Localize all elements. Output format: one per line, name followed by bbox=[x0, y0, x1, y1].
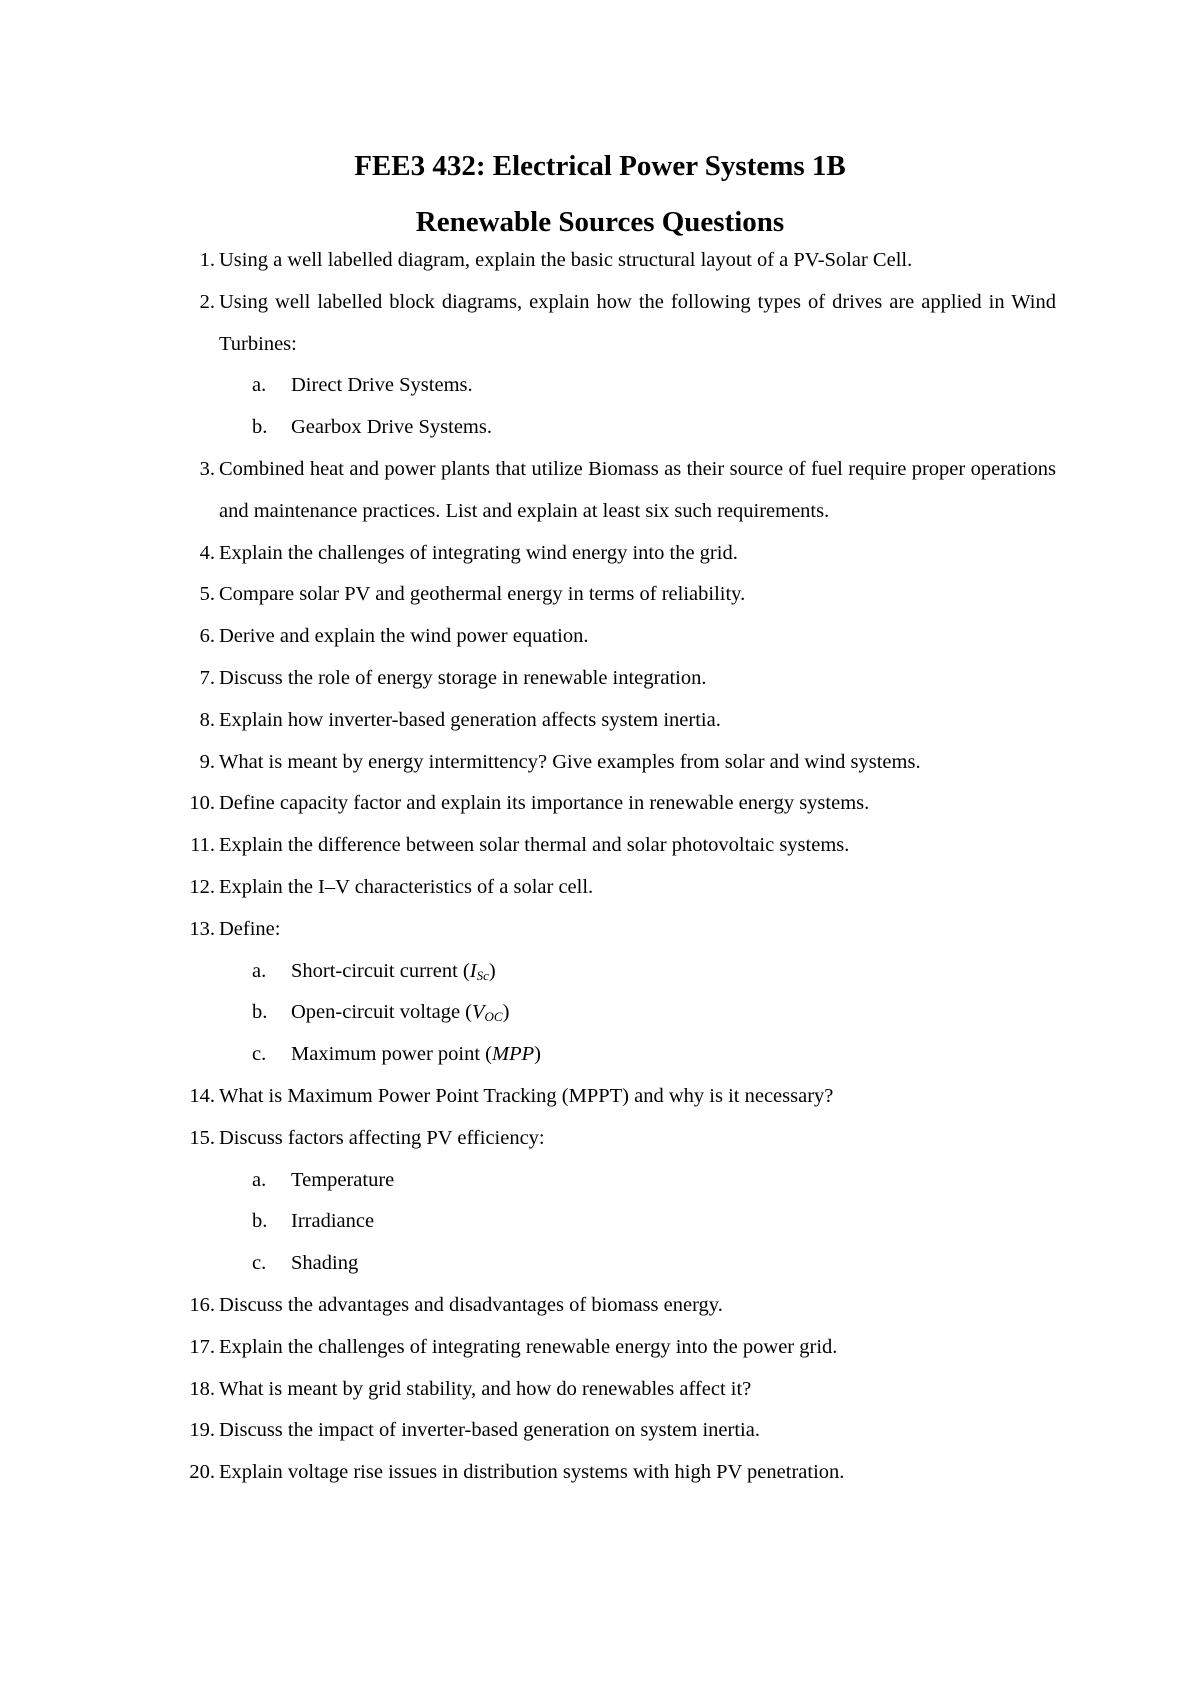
question-number: 5. bbox=[199, 583, 215, 606]
sub-question-letter: a. bbox=[252, 959, 267, 982]
question-text: Discuss the role of energy storage in renewable integration. bbox=[219, 666, 707, 689]
question-text: Define capacity factor and explain its importance in renewable energy systems. bbox=[219, 792, 870, 815]
question-number: 13. bbox=[189, 917, 215, 940]
question-item bbox=[0, 658, 1200, 700]
sub-question-text: Gearbox Drive Systems. bbox=[291, 416, 492, 439]
math-symbol: MPP bbox=[492, 1043, 535, 1066]
question-text: Discuss factors affecting PV efficiency: bbox=[219, 1126, 545, 1149]
math-symbol-base: V bbox=[472, 1001, 485, 1024]
sub-question-list bbox=[0, 1160, 1200, 1285]
question-item bbox=[0, 240, 1200, 282]
question-number: 1. bbox=[199, 249, 215, 271]
sub-question-list bbox=[0, 951, 1200, 1076]
question-number: 12. bbox=[189, 875, 215, 898]
question-item bbox=[0, 783, 1200, 825]
question-number: 15. bbox=[189, 1126, 215, 1149]
question-item bbox=[0, 700, 1200, 742]
sub-question-label: Open-circuit voltage ( bbox=[291, 1001, 473, 1024]
sub-question-letter: a. bbox=[252, 1168, 267, 1191]
closing-paren: ) bbox=[488, 959, 496, 982]
sub-question-item bbox=[0, 407, 1200, 449]
sub-question-label: Short-circuit current ( bbox=[291, 959, 470, 982]
sub-question-item bbox=[0, 1201, 1200, 1243]
question-text: Explain how inverter-based generation affects system inertia. bbox=[219, 708, 721, 731]
question-item bbox=[0, 533, 1200, 575]
question-number: 10. bbox=[189, 792, 215, 815]
sub-question-letter: c. bbox=[252, 1252, 267, 1275]
sub-question-item bbox=[0, 951, 1200, 993]
math-symbol-subscript: Sc bbox=[476, 967, 489, 983]
question-text: Explain the I–V characteristics of a solar cell. bbox=[219, 875, 594, 898]
sub-question-letter: c. bbox=[252, 1043, 267, 1066]
sub-question-text: Temperature bbox=[291, 1168, 395, 1191]
sub-question-item bbox=[0, 1243, 1200, 1285]
course-title: FEE3 432: Electrical Power Systems 1B bbox=[354, 150, 846, 182]
question-item bbox=[0, 1369, 1200, 1411]
math-symbol-subscript: OC bbox=[484, 1009, 503, 1025]
sub-question-item bbox=[0, 365, 1200, 407]
sub-question-text: Shading bbox=[291, 1252, 359, 1275]
question-number: 2. bbox=[199, 290, 215, 313]
question-item bbox=[0, 449, 1200, 533]
question-text: Discuss the advantages and disadvantages of biomass energy. bbox=[219, 1293, 723, 1316]
question-item bbox=[0, 742, 1200, 784]
question-number: 3. bbox=[199, 457, 215, 480]
question-item bbox=[0, 825, 1200, 867]
sub-question-item bbox=[0, 1160, 1200, 1202]
question-text: Discuss the impact of inverter-based generation on system inertia. bbox=[219, 1419, 760, 1442]
math-symbol bbox=[470, 960, 489, 982]
question-item bbox=[0, 1452, 1200, 1494]
question-number: 17. bbox=[189, 1335, 215, 1358]
question-item bbox=[0, 1410, 1200, 1452]
question-text: Explain the challenges of integrating renewable energy into the power grid. bbox=[219, 1335, 838, 1358]
question-number: 9. bbox=[199, 750, 215, 773]
question-text: Explain the difference between solar thermal and solar photovoltaic systems. bbox=[219, 834, 850, 857]
question-text: Using a well labelled diagram, explain the basic structural layout of a PV-Solar Cell. bbox=[219, 249, 913, 271]
question-text: Compare solar PV and geothermal energy in terms of reliability. bbox=[219, 583, 746, 606]
question-text: What is meant by energy intermittency? Give examples from solar and wind systems. bbox=[219, 750, 921, 773]
question-item bbox=[0, 1118, 1200, 1285]
question-text: What is Maximum Power Point Tracking (MPPT) and why is it necessary? bbox=[219, 1084, 834, 1107]
question-text: Explain the challenges of integrating wind energy into the grid. bbox=[219, 541, 738, 564]
question-number: 6. bbox=[199, 625, 215, 648]
question-number: 4. bbox=[199, 541, 215, 564]
sub-question-letter: a. bbox=[252, 374, 267, 397]
question-number: 11. bbox=[190, 834, 215, 857]
question-number: 14. bbox=[189, 1084, 215, 1107]
math-symbol-base: I bbox=[469, 959, 477, 982]
question-item bbox=[0, 909, 1200, 1076]
question-item bbox=[0, 1327, 1200, 1369]
question-text: Using well labelled block diagrams, explain how the following types of drives are applied in Wind Turbines: bbox=[219, 290, 1056, 355]
question-item bbox=[0, 1285, 1200, 1327]
question-number: 20. bbox=[189, 1461, 215, 1484]
question-number: 18. bbox=[189, 1377, 215, 1400]
document-subtitle: Renewable Sources Questions bbox=[415, 206, 785, 238]
sub-question-item bbox=[0, 1034, 1200, 1076]
closing-paren: ) bbox=[534, 1043, 541, 1066]
question-item bbox=[0, 574, 1200, 616]
question-number: 7. bbox=[199, 666, 215, 689]
question-number: 19. bbox=[189, 1419, 215, 1442]
question-text: What is meant by grid stability, and how do renewables affect it? bbox=[219, 1377, 752, 1400]
sub-question-letter: b. bbox=[252, 1210, 268, 1233]
question-item bbox=[0, 282, 1200, 449]
sub-question-item bbox=[0, 992, 1200, 1034]
closing-paren: ) bbox=[502, 1001, 510, 1024]
sub-question-text: Direct Drive Systems. bbox=[291, 374, 473, 397]
question-number: 16. bbox=[189, 1293, 215, 1316]
sub-question-list bbox=[0, 365, 1200, 449]
sub-question-text bbox=[291, 1034, 1200, 1076]
question-number: 8. bbox=[199, 708, 215, 731]
math-symbol bbox=[472, 1001, 503, 1023]
question-text: Explain voltage rise issues in distribution systems with high PV penetration. bbox=[219, 1461, 845, 1484]
sub-question-text bbox=[291, 951, 1200, 993]
question-item bbox=[0, 1076, 1200, 1118]
question-item bbox=[0, 616, 1200, 658]
sub-question-letter: b. bbox=[252, 416, 268, 439]
sub-question-text bbox=[291, 992, 1200, 1034]
sub-question-text: Irradiance bbox=[291, 1210, 375, 1233]
question-text: Define: bbox=[219, 917, 281, 940]
question-text: Derive and explain the wind power equation. bbox=[219, 625, 589, 648]
question-text: Combined heat and power plants that utilize Biomass as their source of fuel require proper operations and maintenance practices. List and explain at least six such requirements. bbox=[219, 457, 1056, 522]
question-item bbox=[0, 867, 1200, 909]
question-list bbox=[0, 240, 1200, 1494]
sub-question-label: Maximum power point ( bbox=[291, 1043, 492, 1066]
sub-question-letter: b. bbox=[252, 1001, 268, 1024]
